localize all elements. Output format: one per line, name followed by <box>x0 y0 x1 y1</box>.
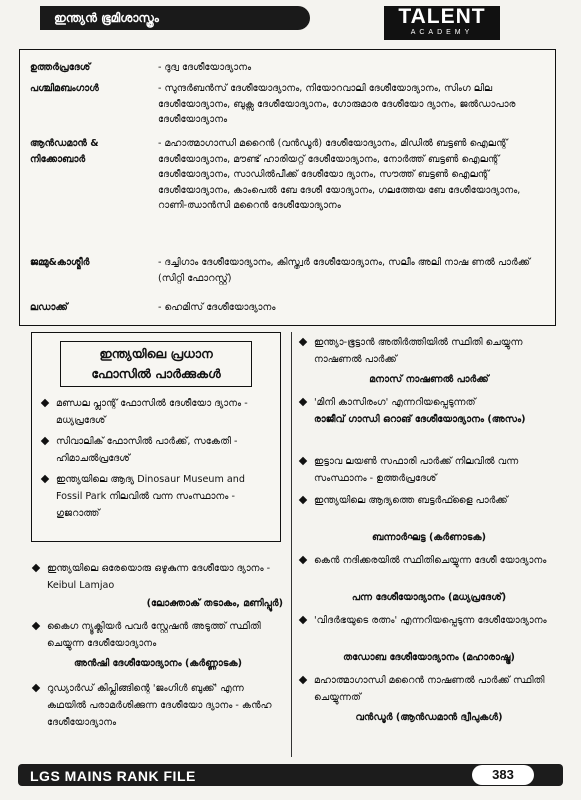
parks-list: - ഹെമിസ് ദേശീയോദ്യാനം <box>158 302 276 313</box>
fact-question: റുഡ്യാർഡ് കിപ്ലിങ്ങിന്റെ 'ജംഗിൾ ബുക്ക്' എന്ന കഥയിൽ പരാമർശിക്കുന്ന ദേശീയോ ദ്യാനം - കൻഹ ദേശീയോദ്യാനം <box>47 683 272 728</box>
diamond-bullet-icon <box>41 437 49 445</box>
diamond-bullet-icon <box>299 616 307 624</box>
parks-list: - ദച്ചിഗാം ദേശീയോദ്യാനം, കിസ്ത്വർ ദേശീയോദ്യാനം, സലീം അലി നാഷ ണൽ പാർക്ക് (സിറ്റി ഫോറസ്റ്റ്) <box>158 257 531 284</box>
fossil-item-text: ഇന്ത്യയിലെ ആദ്യ Dinosaur Museum and Fossil Park നിലവിൽ വന്ന സംസ്ഥാനം - ഗുജറാത്ത് <box>56 474 245 519</box>
diamond-bullet-icon <box>32 564 40 572</box>
state-label: ജമ്മു&കാശ്മീർ <box>30 257 90 268</box>
fossil-title-line: ഫോസിൽ പാർക്കുകൾ <box>91 366 221 381</box>
fact-question: 'വിദർഭയുടെ രത്നം' എന്നറിയപ്പെടുന്ന ദേശീയോദ്യാനം <box>314 615 547 626</box>
fact-answer: വൻഡൂർ (ആൻഡമാൻ ദ്വീപുകൾ) <box>355 712 503 723</box>
fact-question: കെൻ നദിക്കരയിൽ സ്ഥിതിചെയ്യുന്ന ദേശീ യോദ്യാനം <box>314 555 547 566</box>
fossil-item-text: സിവാലിക് ഫോസിൽ പാർക്ക്, സകേതി - ഹിമാചൽപ്രദേശ് <box>56 436 238 464</box>
state-label: ലഡാക്ക് <box>30 302 68 313</box>
column-divider <box>291 332 292 757</box>
diamond-bullet-icon <box>299 556 307 564</box>
page-footer <box>0 760 581 790</box>
diamond-bullet-icon <box>32 684 40 692</box>
talent-logo <box>384 6 500 40</box>
page-header <box>0 0 581 42</box>
national-parks-table <box>19 49 556 326</box>
section-title: ഇന്ത്യൻ ഭൂമിശാസ്ത്രം <box>40 6 310 30</box>
fossil-box-title <box>60 341 252 387</box>
fact-answer: പന്ന ദേശീയോദ്യാനം (മധ്യപ്രദേശ്) <box>351 592 507 603</box>
state-label: ആൻഡമാൻ & നിക്കോബാർ <box>30 138 99 165</box>
fact-question: കൈഗ ന്യൂക്ലിയർ പവർ സ്റ്റേഷൻ അടുത്ത് സ്ഥിതി ചെയ്യുന്ന ദേശീയോദ്യാനം <box>47 621 261 649</box>
page-number: 383 <box>472 765 534 785</box>
fact-answer: ബന്നാർഘട്ട (കർണാടക) <box>371 532 487 543</box>
parks-list: - ദുദ്വ ദേശീയോദ്യാനം <box>158 62 252 73</box>
fact-question: ഇന്ത്യയിലെ ഒരേയൊരു ഒഴുകുന്ന ദേശീയോ ദ്യാനം - Keibul Lamjao <box>47 563 271 591</box>
footer-title: LGS MAINS RANK FILE <box>30 768 196 784</box>
fact-answer: അൻഷി ദേശീയോദ്യാനം (കർണ്ണാടക) <box>73 658 243 669</box>
diamond-bullet-icon <box>299 398 307 406</box>
fossil-title-line: ഇന്ത്യയിലെ പ്രധാന <box>99 346 213 361</box>
fact-answer: രാജീവ് ഗാന്ധി ഒറാങ് ദേശീയോദ്യാനം (അസം) <box>314 414 526 425</box>
fact-question: 'മിനി കാസിരംഗ' എന്നറിയപ്പെടുന്നത് <box>314 397 476 408</box>
diamond-bullet-icon <box>299 457 307 465</box>
fact-question: ഇന്ത്യയിലെ ആദ്യത്തെ ബട്ടർഫ്ളൈ പാർക്ക് <box>314 495 508 506</box>
fossil-parks-box <box>31 332 281 542</box>
state-label: പശ്ചിമബംഗാൾ <box>30 83 99 94</box>
state-label: ഉത്തർപ്രദേശ് <box>30 62 91 73</box>
diamond-bullet-icon <box>32 622 40 630</box>
diamond-bullet-icon <box>299 496 307 504</box>
fact-answer: തഡോബ ദേശീയോദ്യാനം (മഹാരാഷ്ട്ര) <box>343 652 515 663</box>
diamond-bullet-icon <box>299 338 307 346</box>
diamond-bullet-icon <box>41 399 49 407</box>
fact-answer: മനാസ് നാഷണൽ പാർക്ക് <box>369 374 489 385</box>
fossil-item-text: മണ്ഡല പ്ലാന്റ് ഫോസിൽ ദേശീയോ ദ്യാനം - മധ്യപ്രദേശ് <box>56 398 248 426</box>
diamond-bullet-icon <box>41 475 49 483</box>
logo-sub-text: ACADEMY <box>410 29 474 36</box>
diamond-bullet-icon <box>299 676 307 684</box>
fact-question: മഹാത്മാഗാന്ധി മറൈൻ നാഷണൽ പാർക്ക് സ്ഥിതി ചെയ്യുന്നത് <box>314 675 545 703</box>
fact-answer: (ലോക്താക് തടാകം, മണിപ്പൂർ) <box>146 598 283 609</box>
parks-list: - സുന്ദർബൻസ് ദേശീയോദ്യാനം, നിയോറവാലി ദേശീയോദ്യാനം, സിംഗ ലില ദേശീയോദ്യാനം, ബുക്സ ദേശീയോദ്യാനം, ഗോരുമാര ദേശീയോ ദ്യാനം, ജൽഡാപാര ദേശീയോദ്യാനം <box>158 83 516 126</box>
parks-list: - മഹാത്മാഗാന്ധി മറൈൻ (വൻഡൂർ) ദേശീയോദ്യാനം, മിഡിൽ ബട്ടൺ ഐലന്റ് ദേശീയോദ്യാനം, മൗണ്ട് ഹാരിയറ്റ് ദേശീയോദ്യാനം, നോർത്ത് ബട്ടൺ ഐലന്റ് ദേശീയോദ്യാനം, സാഡിൽപീക്ക് ദേശീയോ ദ്യാനം, സൗത്ത് ബട്ടൺ ഐലന്റ് ദേശീയോദ്യാനം, കാംപെൽ ബേ ദേശീ യോദ്യാനം, ഗലത്തേയ ബേ ദേശീയോദ്യാനം, റാണി-ഝാൻസി മറൈൻ ദേശീയോദ്യാനം <box>158 138 521 212</box>
fact-question: ഇന്ത്യാ-ഭൂട്ടാൻ അതിർത്തിയിൽ സ്ഥിതി ചെയ്യുന്ന നാഷണൽ പാർക്ക് <box>314 337 523 365</box>
fact-question: ഇട്ടാവ ലയൺ സഫാരി പാർക്ക് നിലവിൽ വന്ന സംസ്ഥാനം - ഉത്തർപ്രദേശ് <box>314 456 519 484</box>
logo-main-text: TALENT <box>398 5 486 28</box>
